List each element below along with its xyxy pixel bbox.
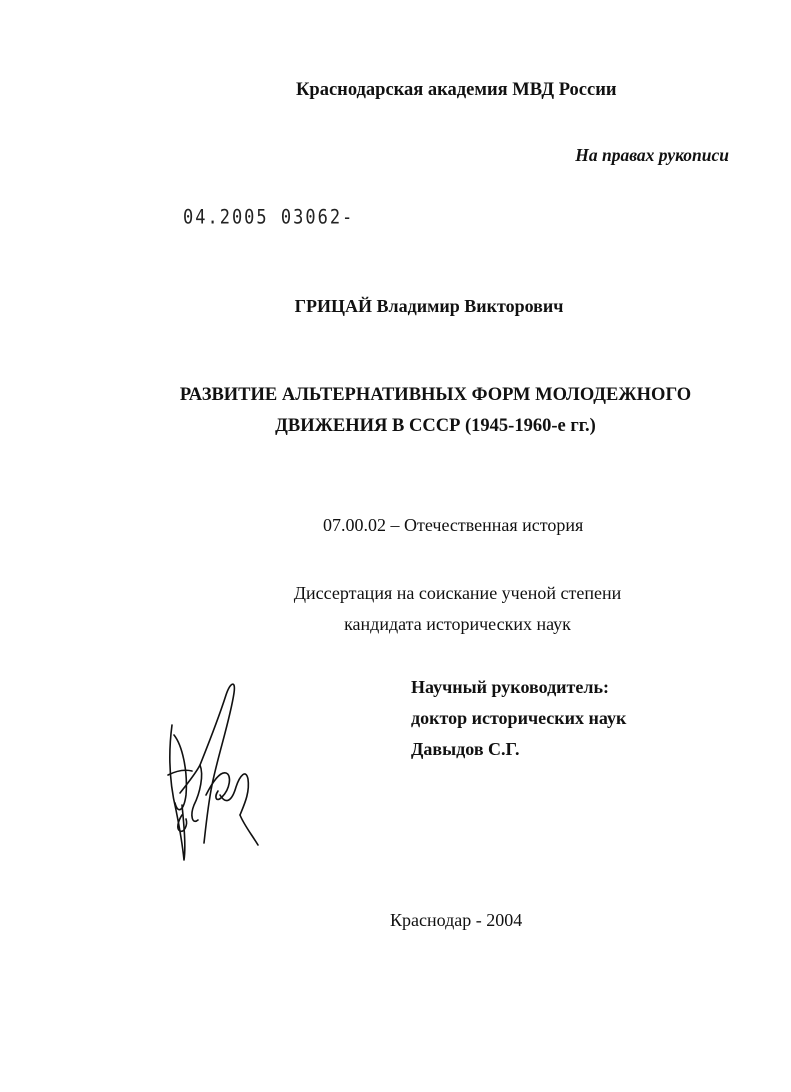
- supervisor-label: Научный руководитель:: [411, 677, 609, 697]
- city-year: Краснодар - 2004: [390, 910, 523, 930]
- supervisor-block: [411, 672, 626, 765]
- supervisor-degree: доктор исторических наук: [411, 708, 627, 728]
- author-name: ГРИЦАЙ Владимир Викторович: [294, 296, 564, 316]
- manuscript-status: На правах рукописи: [575, 145, 729, 165]
- handwritten-signature: [160, 675, 265, 865]
- dissertation-title-line-2: ДВИЖЕНИЯ В СССР (1945-1960-е гг.): [275, 416, 596, 436]
- degree-statement: [260, 578, 655, 640]
- library-stamp-number: 04.2005 03062-: [183, 206, 355, 229]
- degree-statement-line-2: кандидата исторических наук: [344, 614, 571, 634]
- specialty-code: 07.00.02 – Отечественная история: [323, 515, 584, 535]
- institution-name: Краснодарская академия МВД России: [296, 80, 617, 100]
- supervisor-name: Давыдов С.Г.: [411, 739, 520, 759]
- dissertation-title: [178, 380, 693, 442]
- degree-statement-line-1: Диссертация на соискание ученой степени: [293, 583, 622, 603]
- dissertation-title-line-1: РАЗВИТИЕ АЛЬТЕРНАТИВНЫХ ФОРМ МОЛОДЕЖНОГО: [179, 385, 692, 405]
